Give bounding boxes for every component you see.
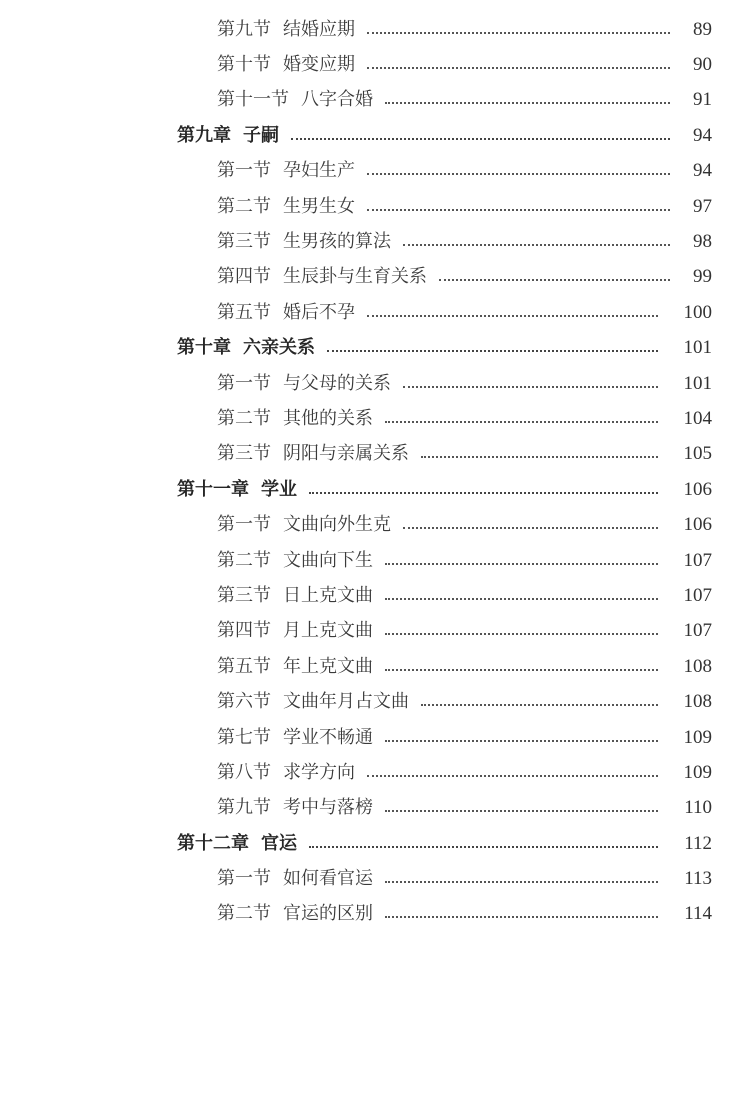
dot-leader — [385, 669, 658, 671]
toc-section-entry[interactable] — [0, 154, 736, 189]
section-number: 第四节 — [217, 266, 271, 288]
page-number: 110 — [684, 797, 712, 819]
section-number: 第一节 — [217, 372, 271, 394]
dot-leader — [385, 598, 658, 600]
page-number: 89 — [693, 18, 712, 40]
page-number: 108 — [683, 655, 712, 677]
toc-section-entry[interactable] — [0, 861, 736, 896]
dot-leader — [385, 916, 658, 918]
toc-section-entry[interactable] — [0, 295, 736, 330]
toc-section-entry[interactable] — [0, 47, 736, 82]
page-number: 107 — [683, 584, 712, 606]
dot-leader — [385, 102, 670, 104]
section-number: 第九节 — [217, 797, 271, 819]
section-number: 第二节 — [217, 407, 271, 429]
section-number: 第二节 — [217, 195, 271, 217]
page-number: 106 — [683, 478, 712, 500]
section-title: 结婚应期 — [283, 18, 355, 40]
page-number: 94 — [693, 124, 712, 146]
dot-leader — [385, 633, 658, 635]
dot-leader — [367, 32, 670, 34]
section-title: 文曲向下生 — [283, 549, 373, 571]
page-number: 104 — [683, 407, 712, 429]
toc-section-entry[interactable] — [0, 614, 736, 649]
section-title: 文曲年月占文曲 — [283, 691, 409, 713]
page-number: 105 — [683, 443, 712, 465]
section-number: 第五节 — [217, 655, 271, 677]
dot-leader — [403, 527, 658, 529]
page-number: 94 — [693, 160, 712, 182]
section-title: 婚后不孕 — [283, 301, 355, 323]
dot-leader — [385, 810, 658, 812]
toc-section-entry[interactable] — [0, 260, 736, 295]
chapter-number: 第十一章 — [177, 478, 249, 500]
page-number: 99 — [693, 266, 712, 288]
dot-leader — [367, 315, 658, 317]
dot-leader — [385, 881, 658, 883]
dot-leader — [385, 563, 658, 565]
toc-section-entry[interactable] — [0, 649, 736, 684]
section-number: 第十一节 — [217, 89, 289, 111]
section-title: 如何看官运 — [283, 868, 373, 890]
page-number: 109 — [683, 726, 712, 748]
section-number: 第四节 — [217, 620, 271, 642]
chapter-number: 第九章 — [177, 124, 231, 146]
page-number: 101 — [683, 337, 712, 359]
toc-section-entry[interactable] — [0, 83, 736, 118]
section-title: 年上克文曲 — [283, 655, 373, 677]
toc-section-entry[interactable] — [0, 897, 736, 932]
chapter-title: 六亲关系 — [243, 337, 315, 359]
dot-leader — [439, 279, 670, 281]
section-number: 第一节 — [217, 514, 271, 536]
chapter-title: 子嗣 — [243, 124, 279, 146]
section-number: 第十节 — [217, 54, 271, 76]
toc-section-entry[interactable] — [0, 224, 736, 259]
section-title: 文曲向外生克 — [283, 514, 391, 536]
page-number: 112 — [684, 832, 712, 854]
section-title: 官运的区别 — [283, 903, 373, 925]
chapter-number: 第十二章 — [177, 832, 249, 854]
dot-leader — [367, 209, 670, 211]
section-number: 第九节 — [217, 18, 271, 40]
toc-chapter-entry[interactable] — [0, 118, 736, 153]
dot-leader — [385, 421, 658, 423]
toc-section-entry[interactable] — [0, 366, 736, 401]
page-number: 91 — [693, 89, 712, 111]
page-number: 101 — [683, 372, 712, 394]
toc-section-entry[interactable] — [0, 12, 736, 47]
section-title: 生辰卦与生育关系 — [283, 266, 427, 288]
page-number: 98 — [693, 231, 712, 253]
toc-section-entry[interactable] — [0, 189, 736, 224]
section-number: 第六节 — [217, 691, 271, 713]
dot-leader — [291, 138, 670, 140]
toc-chapter-entry[interactable] — [0, 331, 736, 366]
toc-section-entry[interactable] — [0, 755, 736, 790]
toc-section-entry[interactable] — [0, 507, 736, 542]
section-number: 第三节 — [217, 584, 271, 606]
dot-leader — [309, 846, 658, 848]
toc-chapter-entry[interactable] — [0, 826, 736, 861]
page-number: 107 — [683, 549, 712, 571]
page-number: 97 — [693, 195, 712, 217]
section-title: 学业不畅通 — [283, 726, 373, 748]
dot-leader — [421, 704, 658, 706]
section-number: 第一节 — [217, 160, 271, 182]
section-title: 求学方向 — [283, 761, 355, 783]
section-title: 日上克文曲 — [283, 584, 373, 606]
dot-leader — [309, 492, 658, 494]
page-number: 106 — [683, 514, 712, 536]
page-number: 113 — [684, 868, 712, 890]
section-title: 婚变应期 — [283, 54, 355, 76]
table-of-contents — [0, 12, 736, 932]
section-title: 阴阳与亲属关系 — [283, 443, 409, 465]
toc-section-entry[interactable] — [0, 401, 736, 436]
toc-section-entry[interactable] — [0, 791, 736, 826]
section-number: 第八节 — [217, 761, 271, 783]
chapter-number: 第十章 — [177, 337, 231, 359]
dot-leader — [367, 775, 658, 777]
dot-leader — [421, 456, 658, 458]
dot-leader — [327, 350, 658, 352]
section-title: 与父母的关系 — [283, 372, 391, 394]
section-number: 第二节 — [217, 903, 271, 925]
toc-section-entry[interactable] — [0, 684, 736, 719]
dot-leader — [385, 740, 658, 742]
section-title: 生男生女 — [283, 195, 355, 217]
toc-section-entry[interactable] — [0, 543, 736, 578]
section-title: 八字合婚 — [301, 89, 373, 111]
section-number: 第一节 — [217, 868, 271, 890]
section-title: 其他的关系 — [283, 407, 373, 429]
toc-section-entry[interactable] — [0, 437, 736, 472]
section-number: 第五节 — [217, 301, 271, 323]
section-number: 第七节 — [217, 726, 271, 748]
page-number: 90 — [693, 54, 712, 76]
toc-section-entry[interactable] — [0, 720, 736, 755]
page-number: 107 — [683, 620, 712, 642]
toc-chapter-entry[interactable] — [0, 472, 736, 507]
section-number: 第三节 — [217, 443, 271, 465]
dot-leader — [367, 173, 670, 175]
section-number: 第三节 — [217, 231, 271, 253]
toc-section-entry[interactable] — [0, 578, 736, 613]
section-number: 第二节 — [217, 549, 271, 571]
chapter-title: 学业 — [261, 478, 297, 500]
page-number: 114 — [684, 903, 712, 925]
page-number: 100 — [683, 301, 712, 323]
dot-leader — [367, 67, 670, 69]
section-title: 月上克文曲 — [283, 620, 373, 642]
section-title: 生男孩的算法 — [283, 231, 391, 253]
page-number: 108 — [683, 691, 712, 713]
chapter-title: 官运 — [261, 832, 297, 854]
page-number: 109 — [683, 761, 712, 783]
dot-leader — [403, 244, 670, 246]
dot-leader — [403, 386, 658, 388]
section-title: 考中与落榜 — [283, 797, 373, 819]
section-title: 孕妇生产 — [283, 160, 355, 182]
